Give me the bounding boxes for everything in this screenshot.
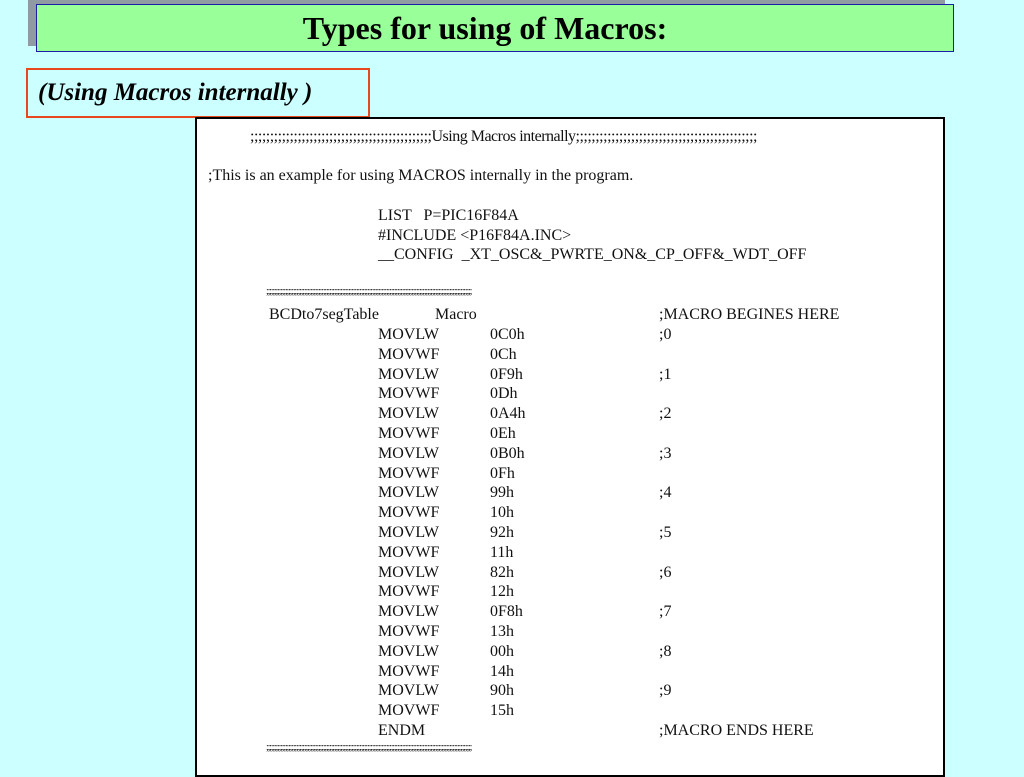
instruction-opcode: MOVWF (378, 504, 440, 521)
instruction-operand: 0Dh (490, 385, 518, 402)
macro-begin-comment: ;MACRO BEGINES HERE (659, 306, 840, 323)
code-listing-panel (195, 117, 945, 777)
instruction-operand: 99h (490, 484, 514, 501)
instruction-opcode: MOVLW (378, 366, 440, 383)
instruction-operand: 0Ch (490, 346, 517, 363)
code-comment-line: ;This is an example for using MACROS internally in the program. (208, 167, 634, 184)
instruction-operand: 0B0h (490, 445, 525, 462)
instruction-opcode: MOVLW (378, 643, 440, 660)
instruction-comment: ;0 (659, 326, 672, 343)
slide-title: Types for using of Macros: (302, 9, 668, 46)
instruction-comment: ;2 (659, 405, 672, 422)
macro-keyword: Macro (435, 306, 477, 323)
instruction-operand: 10h (490, 504, 514, 521)
instruction-operand: 12h (490, 583, 514, 600)
instruction-opcode: MOVLW (378, 682, 440, 699)
instruction-operand: 92h (490, 524, 514, 541)
instruction-opcode: MOVLW (378, 603, 440, 620)
instruction-opcode: MOVWF (378, 346, 440, 363)
instruction-opcode: MOVLW (378, 564, 440, 581)
slide-title-box (36, 4, 954, 52)
instruction-operand: 14h (490, 663, 514, 680)
instruction-comment: ;6 (659, 564, 672, 581)
instruction-operand: 0C0h (490, 326, 525, 343)
macro-label: BCDto7segTable (269, 306, 379, 323)
code-separator-line: ;;;;;;;;;;;;;;;;;;;;;;;;;;;;;;;;;;;;;;;;;;;;;;;;;;;;;;;;;;;;;;;;;;;;;;;;;;;;;;;;;;;;;;;;;;;;;;;;;;;;;;;;;;;;;;;;;;;;;;;;;;;;;;;;;; (266, 286, 472, 297)
code-directive-config: __CONFIG _XT_OSC&_PWRTE_ON&_CP_OFF&_WDT_OFF (378, 246, 807, 263)
instruction-comment: ;8 (659, 643, 672, 660)
instruction-operand: 0F9h (490, 366, 523, 383)
instruction-comment: ;4 (659, 484, 672, 501)
macro-end-comment: ;MACRO ENDS HERE (659, 722, 814, 739)
code-directive-list: LIST P=PIC16F84A (378, 207, 519, 224)
code-end-separator-line: ;;;;;;;;;;;;;;;;;;;;;;;;;;;;;;;;;;;;;;;;;;;;;;;;;;;;;;;;;;;;;;;;;;;;;;;;;;;;;;;;;;;;;;;;;;;;;;;;;;;;;;;;;;;;;;;;;;;;;;;;;;;;;;;;;; (266, 742, 472, 753)
instruction-opcode: MOVWF (378, 623, 440, 640)
instruction-operand: 11h (490, 544, 514, 561)
instruction-opcode: MOVWF (378, 544, 440, 561)
instruction-opcode: MOVLW (378, 326, 440, 343)
instruction-operand: 90h (490, 682, 514, 699)
subtitle: (Using Macros internally ) (38, 79, 313, 106)
instruction-opcode: MOVLW (378, 524, 440, 541)
instruction-opcode: MOVWF (378, 425, 440, 442)
instruction-opcode: MOVWF (378, 663, 440, 680)
instruction-comment: ;5 (659, 524, 672, 541)
instruction-opcode: MOVLW (378, 445, 440, 462)
instruction-operand: 00h (490, 643, 514, 660)
instruction-operand: 15h (490, 702, 514, 719)
instruction-opcode: MOVLW (378, 484, 440, 501)
instruction-opcode: MOVWF (378, 702, 440, 719)
instruction-opcode: MOVLW (378, 405, 440, 422)
instruction-comment: ;3 (659, 445, 672, 462)
instruction-opcode: MOVWF (378, 385, 440, 402)
instruction-opcode: MOVWF (378, 583, 440, 600)
instruction-comment: ;7 (659, 603, 672, 620)
instruction-operand: 13h (490, 623, 514, 640)
instruction-operand: 0Fh (490, 465, 515, 482)
instruction-operand: 0F8h (490, 603, 523, 620)
instruction-comment: ;9 (659, 682, 672, 699)
instruction-operand: 82h (490, 564, 514, 581)
instruction-operand: 0A4h (490, 405, 526, 422)
subtitle-box (26, 68, 370, 118)
code-directive-include: #INCLUDE <P16F84A.INC> (378, 227, 572, 244)
macro-endm: ENDM (378, 722, 426, 739)
instruction-comment: ;1 (659, 366, 672, 383)
instruction-opcode: MOVWF (378, 465, 440, 482)
instruction-operand: 0Eh (490, 425, 516, 442)
code-header-line: ;;;;;;;;;;;;;;;;;;;;;;;;;;;;;;;;;;;;;;;;;;;;;;Using Macros internally;;;;;;;;;;;;;;;;;;;;;;;;;;;;;;;;;;;;;;;;;;;;;; (250, 128, 757, 145)
